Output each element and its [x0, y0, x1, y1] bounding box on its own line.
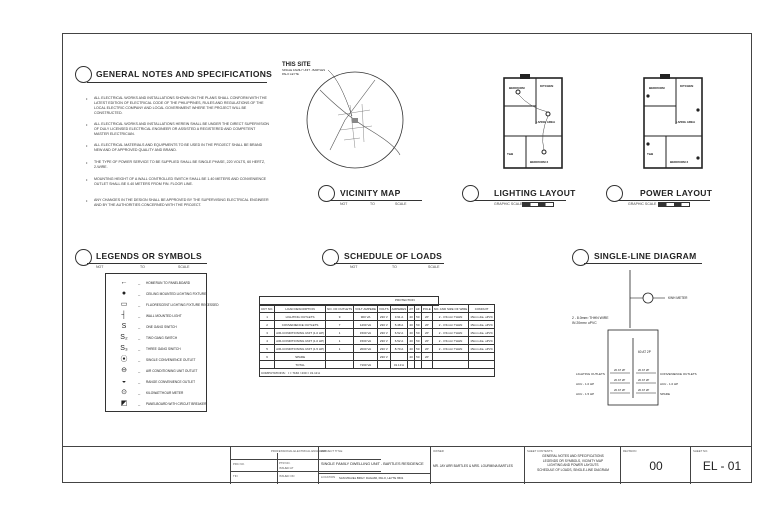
title-underline: [87, 263, 207, 264]
table-cell: 8.70 A: [390, 345, 408, 353]
title-underline: [618, 200, 710, 201]
breaker-rating: 20 AT 2P: [614, 388, 626, 392]
table-cell: 20: [409, 322, 413, 327]
bullet: •: [86, 198, 88, 203]
contents-cell: [524, 447, 620, 484]
table-header-row: [260, 305, 495, 313]
service-entrance-label: 2 - 8.0mm² THHN WIRE IN 20mm² uPVC: [572, 316, 609, 325]
column-header: AT: [409, 306, 413, 311]
table-cell: 230 V: [378, 313, 391, 321]
legend-dash: –: [138, 402, 141, 407]
table-cell: [354, 353, 378, 361]
legend-item: [118, 378, 196, 386]
single-line-diagram: [600, 268, 710, 443]
note-4: THE TYPE OF POWER SERVICE TO BE SUPPLIED SHALL BE SINGLE PHASE, 220 VOLTS, 60 HERTZ, 2-WIRE.: [94, 160, 266, 169]
column-header: AF: [415, 306, 420, 311]
legend-label: RANGE CONVENIENCE OUTLET: [146, 380, 196, 384]
table-cell: 230 V: [378, 337, 391, 345]
legend-item: [118, 345, 188, 353]
table-row: [260, 329, 495, 337]
table-cell: 50: [416, 314, 420, 319]
room-label: BEDROOM: [649, 86, 665, 90]
table-cell: 15mm dia. uPVC: [470, 338, 493, 343]
column-header: NO. OF OUTLETS: [327, 306, 353, 311]
table-row: [260, 313, 495, 321]
engineer-label: PROFESSIONAL ELECTRICAL ENGINEER: [271, 449, 326, 453]
table-row: [260, 345, 495, 353]
breaker-rating: 20 AT 2P: [614, 378, 626, 382]
vicinity-map-title: VICINITY MAP: [340, 188, 401, 198]
table-cell: 20: [409, 314, 413, 319]
legend-label: KILOWATTHOUR METER: [146, 391, 184, 395]
graphic-scale-bar: [522, 202, 554, 207]
graphic-scale-bar: [658, 202, 690, 207]
legend-item: [118, 301, 219, 309]
column-header: CONDUIT: [469, 305, 495, 313]
circuit-label-left: ACU - 1.5 HP: [576, 392, 595, 396]
sheet-contents-line: SCHEDULE OF LOADS, SINGLE-LINE DIAGRAM: [537, 467, 609, 472]
room-label: T&B: [507, 152, 514, 156]
legend-symbol-icon: ◩: [120, 400, 128, 407]
legend-label: SINGLE CONVENIENCE OUTLET: [146, 358, 196, 362]
legend-dash: –: [138, 380, 141, 385]
table-cell: 2P: [421, 321, 432, 329]
date-label: ISSUED ON: [279, 474, 295, 478]
legend-item: [118, 290, 207, 298]
column-header: CKT NO.: [261, 306, 274, 311]
table-cell: 230 V: [378, 329, 391, 337]
table-cell: 20: [409, 338, 413, 343]
total-label: TOTAL: [275, 361, 326, 369]
note-3: ALL ELECTRICAL MATERIALS AND EQUIPMENTS TO BE USED IN THE PROJECT SHALL BE BRAND NEW AND OF APPROVED QUALITY AND BRAND.: [94, 143, 263, 152]
legend-symbol-icon: ⦿: [120, 356, 128, 363]
table-cell: 5: [260, 345, 275, 353]
table-cell: 230 V: [378, 353, 391, 361]
legend-item: [118, 334, 188, 342]
note-1: ALL ELECTRICAL WORKS AND INSTALLATIONS SHOWN ON THE PLANS SHALL CONFORM WITH THE LATEST EDITION OF ELECTRICAL CODE OF THE PHILIPPINES, RULES AND REGULATIONS OF THE LOCAL ELECTRIC COMPANY AND LOCAL GOVERNMENT WHERE THE PROJECT WILL BE CONSTRUCTED.: [94, 96, 267, 115]
owner-label: OWNER: [433, 449, 444, 453]
legends-sub-scale: SCALE: [178, 265, 190, 269]
table-cell: 1: [326, 329, 354, 337]
power-layout-title: POWER LAYOUT: [640, 188, 713, 198]
sheet-cell: [690, 447, 752, 484]
legend-dash: –: [138, 292, 141, 297]
table-cell: [390, 353, 408, 361]
total-amperes: 31.13 A: [390, 361, 408, 369]
schedule-of-loads-table: [259, 304, 495, 377]
bullet: •: [86, 122, 88, 127]
owner-cell: [430, 447, 524, 484]
this-site-sub: SINGLE FAMILY UNIT - BARTLES PALO LEYTE: [282, 68, 326, 76]
legend-symbol-icon: ▭: [120, 301, 128, 308]
ptr-label: PTR NO.: [279, 461, 291, 465]
table-cell: 230 V: [378, 321, 391, 329]
table-cell: 6.52 A: [390, 329, 408, 337]
breaker-rating: 20 AT 2P: [638, 378, 650, 382]
legends-sub-to: TO: [140, 265, 145, 269]
note-2: ALL ELECTRICAL WORKS AND INSTALLATIONS HEREIN SHALL BE UNDER THE DIRECT SUPERVISION OF DULY LICENSED ELECTRICAL ENGINEER OR ASSISTED A REGISTERED AND COMPETENT MASTER ELECTRICIAN.: [94, 122, 270, 136]
room-label: LIVING AREA: [676, 120, 696, 124]
note-6: ANY CHANGES IN THE DESIGN SHALL BE APPROVED BY THE SUPERVISING ELECTRICAL ENGINEER AND BY THE AUTHORITIES CONCERNED WITH THE PROJECT.: [94, 198, 269, 207]
lighting-sub: GRAPHIC SCALE: [494, 202, 523, 206]
table-cell: 2 - 3.5mm² THHN: [432, 321, 469, 329]
legend-dash: –: [138, 358, 141, 363]
circuit-label-left: ACU - 1.0 HP: [576, 382, 595, 386]
legend-symbol-icon: ◒: [121, 378, 127, 385]
legend-symbol-icon: ←: [120, 279, 128, 286]
table-cell: 20: [409, 354, 413, 359]
table-row: [260, 321, 495, 329]
sheet-contents-line: LEGENDS OR SYMBOLS, VICINITY MAP: [542, 458, 604, 463]
table-cell: 6.52 A: [390, 337, 408, 345]
main-breaker-label: 60 AT 2P: [638, 350, 651, 354]
power-sub: GRAPHIC SCALE: [628, 202, 657, 206]
legend-symbol-icon: ⊖: [121, 367, 127, 374]
revision-label: REVISION: [623, 449, 637, 453]
sheet-number: EL - 01: [702, 459, 742, 473]
vicinity-map-graphic: [300, 60, 405, 170]
legend-dash: –: [138, 303, 141, 308]
table-row: [260, 337, 495, 345]
issued-label: ISSUED AT: [279, 466, 294, 470]
legend-label: ONE GANG SWITCH: [146, 325, 177, 329]
table-cell: 15mm dia. uPVC: [470, 322, 493, 327]
this-site-label: THIS SITE: [282, 62, 311, 68]
project-cell: [318, 447, 430, 484]
schedule-sub-to: TO: [392, 265, 397, 269]
legend-symbol-icon: ●: [121, 290, 127, 297]
legend-label: TWO GANG SWITCH: [146, 336, 178, 340]
legend-item: [118, 367, 198, 375]
legend-item: [118, 389, 188, 397]
title-underline: [87, 82, 267, 83]
circuit-label-right: CONVENIENCE OUTLETS: [660, 372, 697, 376]
title-underline: [584, 263, 702, 264]
title-underline: [334, 263, 444, 264]
table-cell: 15mm dia. uPVC: [470, 330, 493, 335]
computations-label: COMPUTATIONS:: [261, 370, 286, 375]
table-cell: 5.48 A: [390, 321, 408, 329]
table-cell: 3: [260, 329, 275, 337]
revision-cell: [620, 447, 690, 484]
table-cell: 2 - 3.5mm² THHN: [432, 313, 469, 321]
legend-item: [118, 356, 196, 364]
column-header: POLE: [422, 306, 431, 311]
table-cell: 7: [326, 321, 354, 329]
table-cell: 15mm dia. uPVC: [470, 314, 493, 319]
breaker-rating: 20 AT 2P: [638, 368, 650, 372]
column-header: AMPERES: [391, 306, 407, 311]
project-label: PROJECT TITLE: [321, 449, 343, 453]
circuit-label-right: SPARE: [660, 392, 670, 396]
bullet: •: [86, 143, 88, 148]
legend-item: [118, 400, 207, 408]
table-cell: [469, 353, 495, 361]
legend-label: THREE GANG SWITCH: [146, 347, 181, 351]
sheet-contents-line: LIGHTING AND POWER LAYOUTS: [547, 463, 599, 468]
table-cell: 15mm dia. uPVC: [470, 346, 493, 351]
legends-title: LEGENDS OR SYMBOLS: [96, 251, 202, 261]
table-cell: 2 - 3.5mm² THHN: [432, 337, 469, 345]
table-cell: 1: [260, 313, 275, 321]
table-cell: 20: [409, 330, 413, 335]
location-label: LOCATION: [321, 475, 336, 479]
title-block: [62, 446, 752, 484]
table-cell: 2 - 3.5mm² THHN: [432, 329, 469, 337]
table-total-row: [260, 361, 495, 369]
table-cell: AIR-CONDITIONING UNIT (1.0 HP): [276, 338, 325, 343]
computations-row: [260, 369, 495, 377]
vicinity-sub-to: TO: [370, 202, 375, 206]
table-cell: 1: [326, 345, 354, 353]
legend-dash: –: [138, 281, 141, 286]
bullet: •: [86, 96, 88, 101]
table-cell: [432, 353, 469, 361]
table-cell: 1500 VA: [354, 337, 378, 345]
room-label: T&B: [647, 152, 654, 156]
table-cell: 1500 VA: [354, 329, 378, 337]
single-line-title: SINGLE-LINE DIAGRAM: [594, 251, 697, 261]
title-underline: [474, 200, 566, 201]
section-marker: [75, 66, 92, 83]
table-cell: LIGHTING OUTLETS: [275, 313, 326, 321]
project-title: SINGLE FAMILY DWELLING UNIT - BARTLES RESIDENCE: [321, 462, 424, 466]
table-cell: 2P: [421, 337, 432, 345]
legend-label: FLUORESCENT LIGHTING FIXTURE RECESSED: [146, 303, 219, 307]
table-cell: [326, 353, 354, 361]
table-cell: 2P: [421, 313, 432, 321]
revision-value: 00: [649, 459, 663, 473]
owner-value: MR. JAY ARR BARTLES & MRS. LOURMINA BARTLES: [433, 464, 513, 468]
table-cell: 9: [326, 313, 354, 321]
table-cell: 2 - 3.5mm² THHN: [432, 345, 469, 353]
table-cell: 50: [416, 322, 420, 327]
table-cell: 1: [326, 337, 354, 345]
bullet: •: [86, 177, 88, 182]
legend-label: PANELBOARD WITH CIRCUIT BREAKER: [146, 402, 207, 406]
legend-dash: –: [138, 347, 141, 352]
prc-label: PRC NO.: [233, 462, 245, 466]
schedule-sub-scale: SCALE: [428, 265, 440, 269]
tin-label: TIN: [233, 474, 238, 478]
table-cell: 50: [416, 338, 420, 343]
table-cell: 50: [416, 346, 420, 351]
legend-label: WALL MOUNTED LIGHT: [146, 314, 182, 318]
location-value: SAN MIGUEL BRGY. DAGAMI, PALO, LEYTE 6501: [339, 476, 404, 480]
protection-header: PROTECTION: [395, 298, 415, 302]
contents-label: SHEET CONTENTS: [527, 449, 553, 453]
column-header: LOAD DESCRIPTION: [275, 305, 326, 313]
sheet-label: SHEET NO.: [693, 449, 709, 453]
total-va: 7160 VA: [354, 361, 378, 369]
legend-dash: –: [138, 336, 141, 341]
legend-item: [118, 312, 188, 320]
table-cell: AIR-CONDITIONING UNIT (1.5 HP): [276, 346, 325, 351]
schedule-sub-nts: NOT: [350, 265, 358, 269]
legend-dash: –: [138, 391, 141, 396]
legend-label: AIR CONDITIONING UNIT OUTLET: [146, 369, 198, 373]
breaker-rating: 20 AT 2P: [638, 388, 650, 392]
table-cell: CONVENIENCE OUTLETS: [275, 321, 326, 329]
legend-dash: –: [138, 369, 141, 374]
general-notes-title: GENERAL NOTES AND SPECIFICATIONS: [96, 69, 273, 79]
room-label: BEDROOM 2: [530, 160, 549, 164]
column-header: VOLT AMPERE: [355, 306, 376, 311]
vicinity-sub-nts: NOT: [340, 202, 348, 206]
table-cell: 6: [260, 353, 275, 361]
room-label: BEDROOM: [509, 86, 525, 90]
table-cell: 900 VA: [354, 313, 378, 321]
table-cell: 1260 VA: [354, 321, 378, 329]
legend-symbol-icon: ┤: [121, 312, 127, 319]
table-cell: 2P: [421, 329, 432, 337]
table-cell: 50: [416, 330, 420, 335]
circuit-label-right: ACU - 1.0 HP: [660, 382, 679, 386]
circuit-label-left: LIGHTING OUTLETS: [576, 372, 605, 376]
legend-symbol-icon: S: [121, 323, 127, 330]
sheet-contents-line: GENERAL NOTES AND SPECIFICATIONS: [542, 454, 604, 458]
kwh-meter-label: KWH METER: [668, 296, 688, 300]
table-cell: 230 V: [378, 345, 391, 353]
breaker-rating: 20 AT 2P: [614, 368, 626, 372]
table-row: [260, 353, 495, 361]
room-label: KITCHEN: [540, 84, 554, 88]
legend-dash: –: [138, 325, 141, 330]
table-cell: 3.91 A: [390, 313, 408, 321]
table-cell: 2P: [421, 345, 432, 353]
legend-symbol-icon: S₃: [120, 345, 128, 352]
legend-symbol-icon: S₂: [120, 334, 128, 341]
legend-label: HOMERUN TO PANELBOARD: [146, 281, 191, 285]
computations-formula: I = 7160 / 230 = 31.13 A: [288, 370, 321, 375]
table-cell: 2000 VA: [354, 345, 378, 353]
table-cell: 50: [416, 354, 420, 359]
legend-dash: –: [138, 314, 141, 319]
table-cell: 4: [260, 337, 275, 345]
column-header: NO. AND SIZE OF WIRE: [433, 306, 468, 311]
legend-item: [118, 279, 191, 287]
legends-sub-not: NOT: [96, 265, 104, 269]
room-label: KITCHEN: [680, 84, 694, 88]
table-cell: AIR-CONDITIONING UNIT (1.0 HP): [276, 330, 325, 335]
title-underline: [330, 200, 422, 201]
legend-symbol-icon: ⊙: [121, 389, 127, 396]
room-label: BEDROOM 2: [670, 160, 689, 164]
legend-item: [118, 323, 188, 331]
schedule-title: SCHEDULE OF LOADS: [344, 251, 443, 261]
room-label: LIVING AREA: [536, 120, 556, 124]
lighting-layout-title: LIGHTING LAYOUT: [494, 188, 576, 198]
table-cell: SPARE: [275, 353, 326, 361]
bullet: •: [86, 160, 88, 165]
vicinity-sub-scale: SCALE: [395, 202, 407, 206]
table-cell: 2P: [421, 353, 432, 361]
table-cell: 2: [260, 321, 275, 329]
note-5: MOUNTING HEIGHT OF A WALL CONTROLLED SWITCH SHALL BE 1.40 METERS AND CONVENIENCE OUTLET SHALL BE 0.40 METERS FROM FIN. FLOOR LINE.: [94, 177, 267, 186]
table-cell: 20: [409, 346, 413, 351]
column-header: VOLTS: [379, 306, 389, 311]
legend-label: CEILING MOUNTED LIGHTING FIXTURE: [146, 292, 207, 296]
